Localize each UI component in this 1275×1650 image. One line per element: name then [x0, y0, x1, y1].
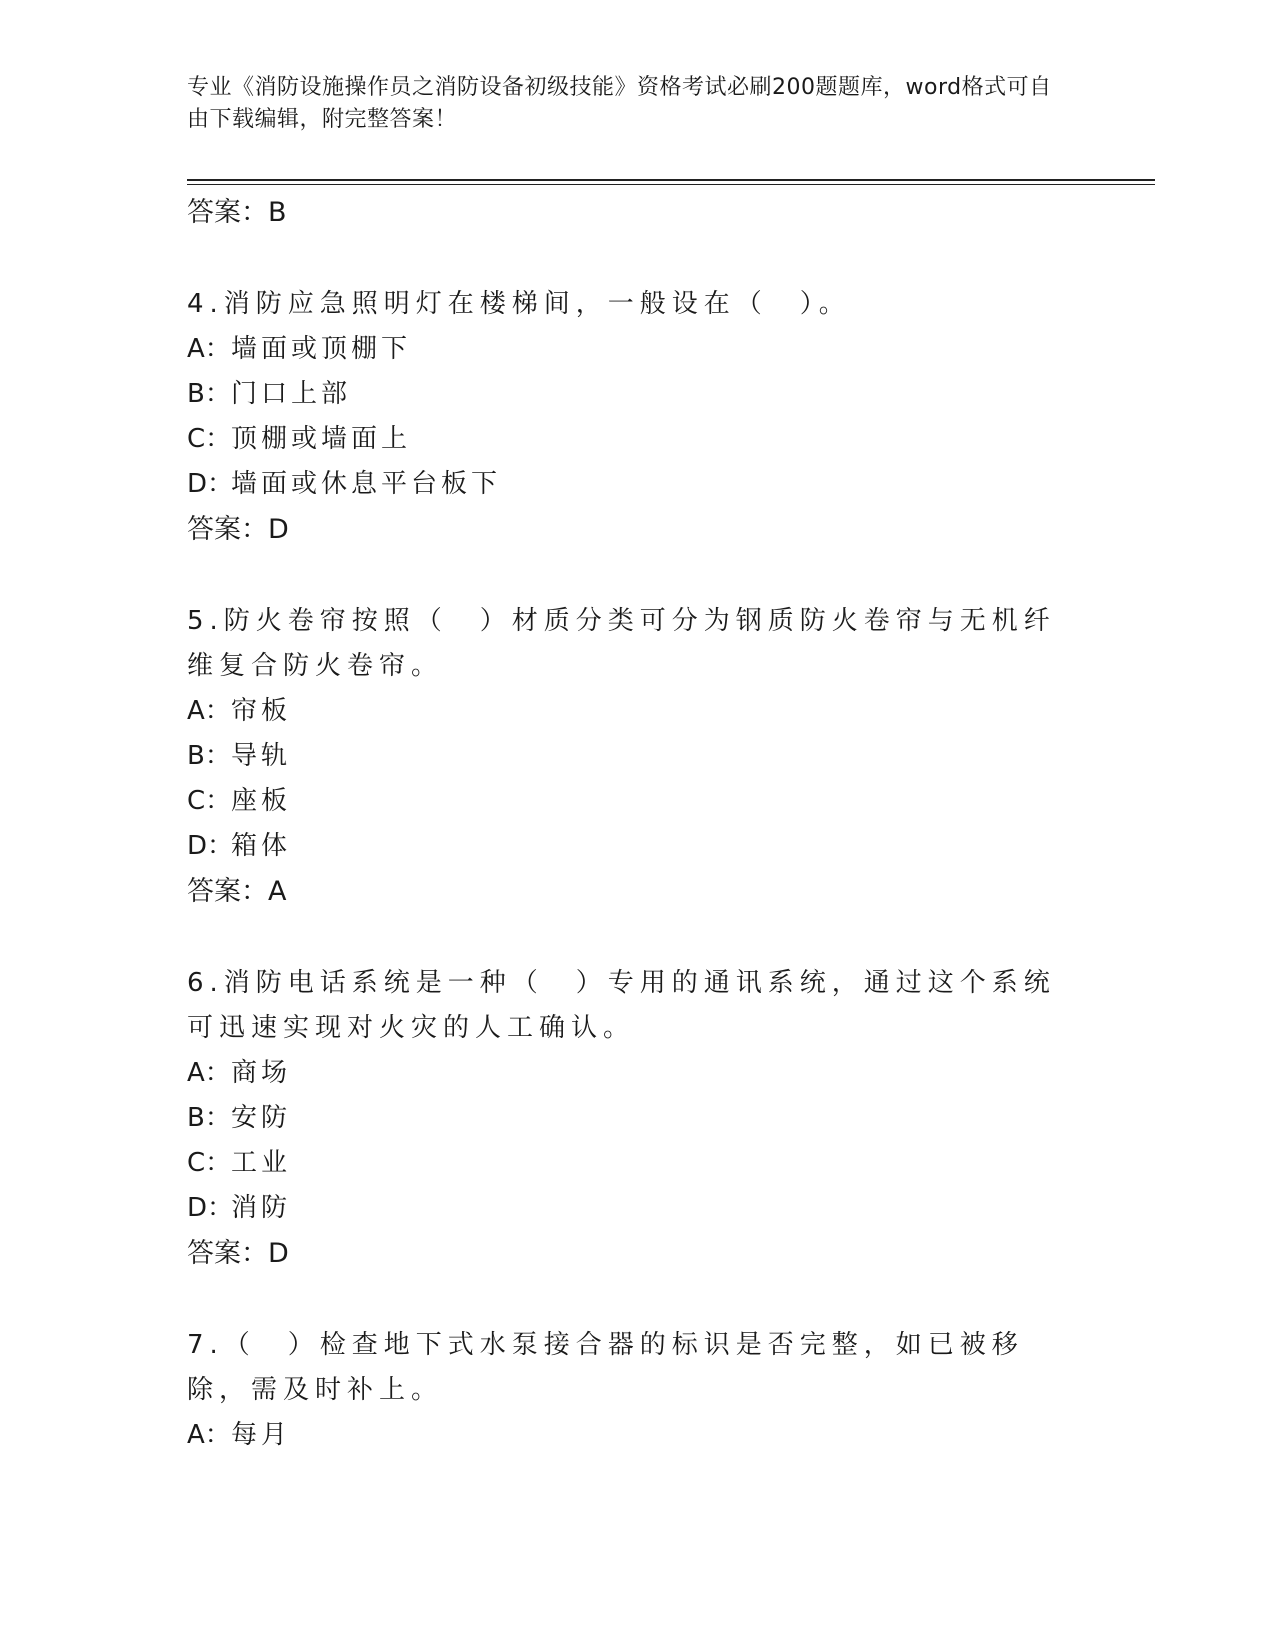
option-letter: D：	[187, 1193, 234, 1223]
option-b	[187, 372, 1067, 417]
option-b	[187, 1096, 1067, 1141]
option-text: 导轨	[231, 741, 292, 771]
option-text: 顶棚或墙面上	[231, 424, 412, 454]
option-a	[187, 1051, 1067, 1096]
option-letter: C：	[187, 424, 232, 454]
option-letter: B：	[187, 741, 231, 771]
option-text: 商场	[231, 1058, 292, 1088]
option-d	[187, 824, 1067, 869]
option-text: 消防	[231, 1193, 292, 1223]
option-letter: A：	[187, 1058, 231, 1088]
option-c	[187, 779, 1067, 824]
answer-line: 答案：B	[187, 197, 287, 228]
question-text: 7.（ ）检查地下式水泵接合器的标识是否完整，如已被移除，需及时补上。	[187, 1330, 1024, 1405]
option-a	[187, 1413, 1067, 1458]
option-letter: B：	[187, 1103, 231, 1133]
question-list	[187, 190, 1067, 1458]
option-letter: D：	[187, 831, 234, 861]
question-block	[187, 282, 1067, 553]
question-text: 5.防火卷帘按照（ ）材质分类可分为钢质防火卷帘与无机纤维复合防火卷帘。	[187, 606, 1056, 681]
header-rule-thin	[187, 184, 1155, 185]
option-text: 座板	[231, 786, 292, 816]
option-text: 每月	[231, 1420, 292, 1450]
option-a	[187, 689, 1067, 734]
answer-line: 答案：D	[187, 1238, 289, 1269]
option-d	[187, 462, 1067, 507]
header-rule-thick	[187, 179, 1155, 181]
option-letter: C：	[187, 786, 232, 816]
option-text: 墙面或顶棚下	[231, 334, 412, 364]
option-c	[187, 1141, 1067, 1186]
option-letter: A：	[187, 696, 231, 726]
option-text: 门口上部	[231, 379, 352, 409]
option-a	[187, 327, 1067, 372]
question-text: 6.消防电话系统是一种（ ）专用的通讯系统，通过这个系统可迅速实现对火灾的人工确认。	[187, 968, 1056, 1043]
document-header: 专业《消防设施操作员之消防设备初级技能》资格考试必刷200题题库，word格式可自由下载编辑，附完整答案！	[187, 75, 1052, 132]
option-text: 帘板	[231, 696, 292, 726]
option-text: 工业	[231, 1148, 292, 1178]
answer-line: 答案：A	[187, 876, 287, 907]
option-d	[187, 1186, 1067, 1231]
option-c	[187, 417, 1067, 462]
option-text: 安防	[231, 1103, 292, 1133]
option-b	[187, 734, 1067, 779]
option-letter: A：	[187, 334, 231, 364]
option-letter: C：	[187, 1148, 232, 1178]
answer-line: 答案：D	[187, 514, 289, 545]
option-text: 墙面或休息平台板下	[231, 469, 502, 499]
option-letter: D：	[187, 469, 234, 499]
question-block	[187, 599, 1067, 915]
question-block	[187, 1323, 1067, 1458]
option-letter: B：	[187, 379, 231, 409]
option-text: 箱体	[231, 831, 292, 861]
option-letter: A：	[187, 1420, 231, 1450]
question-block	[187, 961, 1067, 1277]
question-text: 4.消防应急照明灯在楼梯间，一般设在（ ）。	[187, 289, 851, 319]
